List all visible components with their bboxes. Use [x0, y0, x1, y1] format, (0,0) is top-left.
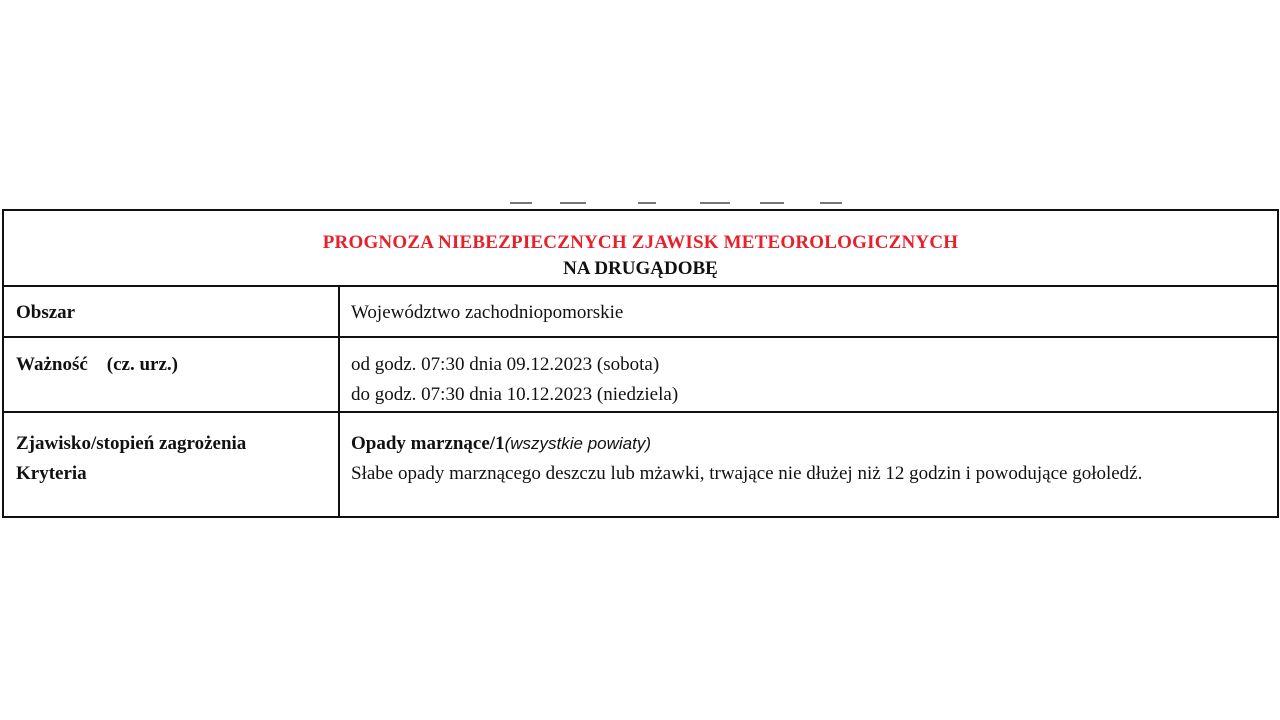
validity-value	[340, 338, 1277, 411]
area-label: Obszar	[4, 287, 340, 336]
phenomenon-value	[340, 413, 1277, 518]
table-row-phenomenon	[4, 413, 1277, 518]
phenomenon-label	[4, 413, 340, 518]
warning-subtitle: NA DRUGĄDOBĘ	[563, 258, 718, 279]
phenomenon-label-line1: Zjawisko/stopień zagrożenia	[16, 433, 247, 454]
validity-from: od godz. 07:30 dnia 09.12.2023 (sobota)	[351, 354, 660, 375]
validity-label: Ważność (cz. urz.)	[4, 338, 340, 411]
area-value-text: Województwo zachodniopomorskie	[351, 302, 624, 323]
phenomenon-scope: (wszystkie powiaty)	[504, 434, 651, 453]
warning-table	[2, 209, 1279, 518]
table-row-validity	[4, 338, 1277, 413]
phenomenon-label-line2: Kryteria	[16, 463, 87, 484]
phenomenon-heading	[351, 429, 1247, 459]
scan-artifact-marks	[510, 199, 850, 205]
warning-title: PROGNOZA NIEBEZPIECZNYCH ZJAWISK METEOROLOGICZNYCH	[322, 232, 959, 253]
phenomenon-criteria: Słabe opady marznącego deszczu lub mżawki, trwające nie dłużej niż 12 godzin i powodujące gołoledź.	[351, 463, 1143, 484]
phenomenon-name: Opady marznące/1	[351, 433, 505, 454]
validity-to: do godz. 07:30 dnia 10.12.2023 (niedziela)	[351, 384, 679, 405]
table-header	[4, 211, 1277, 287]
table-row-area	[4, 287, 1277, 338]
area-value	[340, 287, 1277, 336]
